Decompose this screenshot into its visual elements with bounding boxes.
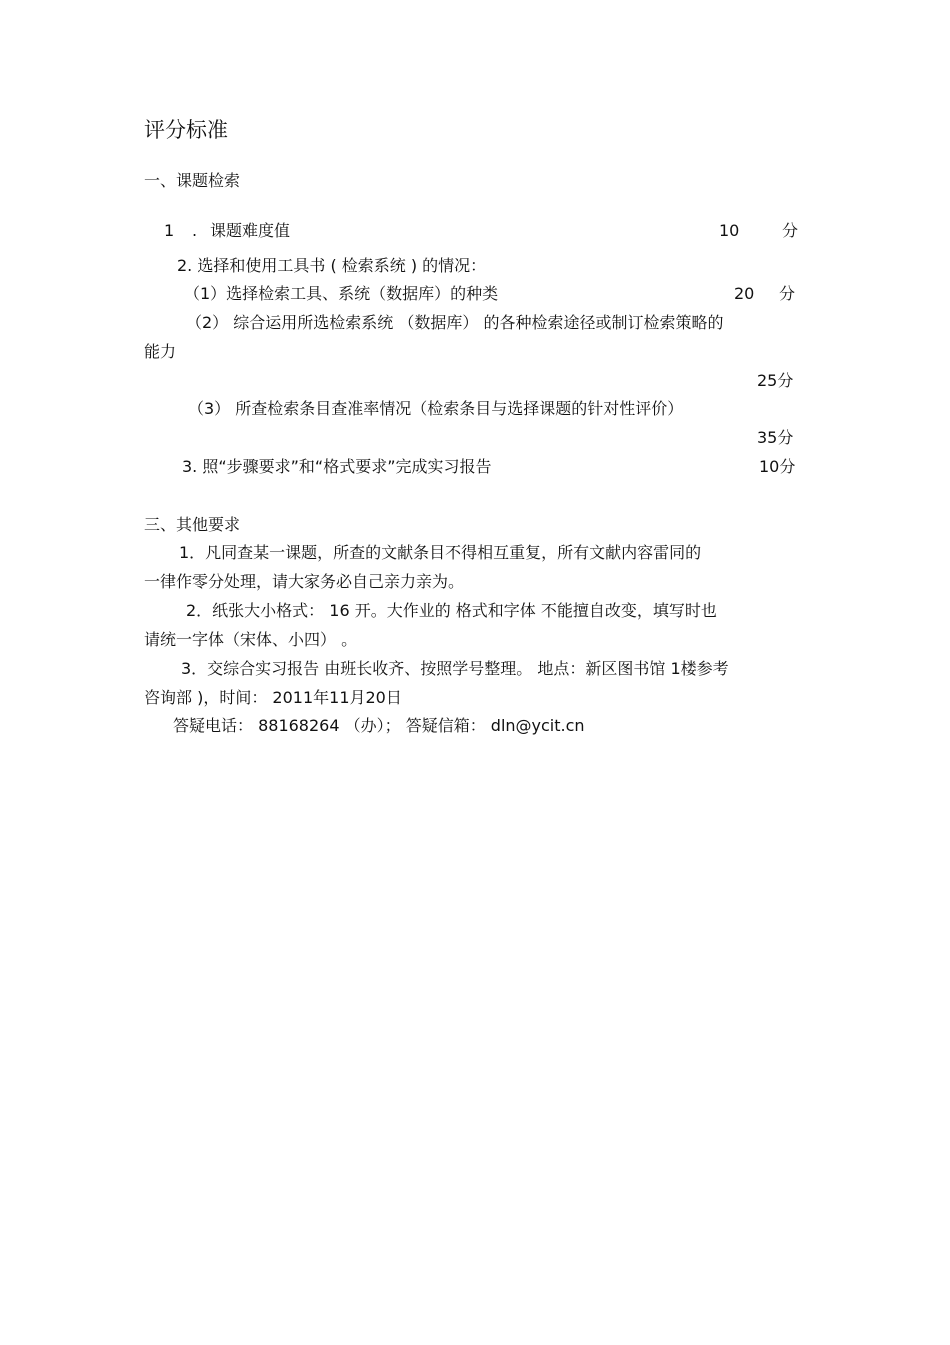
requirement-3-line-1: 3．交综合实习报告 由班长收齐、按照学号整理。 地点：新区图书馆 1楼参考 [181,659,729,678]
sub-3-label: （3） 所查检索条目查准率情况（检索条目与选择课题的针对性评价） [188,399,684,418]
sub-3-score: 35分 [757,428,794,447]
requirement-2-line-2: 请统一字体（宋体、小四） 。 [144,630,358,649]
section-heading-search: 一、课题检索 [144,171,241,190]
requirement-1-line-1: 1．凡同查某一课题，所查的文献条目不得相互重复，所有文献内容雷同的 [179,543,702,562]
item-3-label: 3. 照“步骤要求”和“格式要求”完成实习报告 [182,457,492,476]
sub-1-unit: 分 [779,284,796,303]
item-2-label: 2. 选择和使用工具书 ( 检索系统 ) 的情况： [177,256,487,275]
requirement-1-line-2: 一律作零分处理，请大家务必自己亲力亲为。 [144,572,465,591]
item-1-number: 1 [164,221,175,240]
item-1-label: 课题难度值 [210,221,291,240]
sub-1-score: 20 [734,284,755,303]
section-heading-other: 三、其他要求 [144,515,241,534]
contact-info: 答疑电话： 88168264 （办）； 答疑信箱： dln@ycit.cn [173,716,585,735]
requirement-3-line-2: 咨询部 )，时间： 2011年11月20日 [144,688,402,707]
requirement-2-line-1: 2．纸张大小格式： 16 开。大作业的 格式和字体 不能擅自改变，填写时也 [186,601,717,620]
item-1-unit: 分 [782,221,799,240]
item-1-dot: . [192,221,198,240]
sub-1-label: （1）选择检索工具、系统（数据库）的种类 [184,284,499,303]
page-title: 评分标准 [144,118,228,142]
item-3-score: 10分 [759,457,796,476]
sub-2-label: （2） 综合运用所选检索系统 （数据库） 的各种检索途径或制订检索策略的 [186,313,724,332]
item-1-score: 10 [719,221,740,240]
sub-2-score: 25分 [757,371,794,390]
sub-2-continuation: 能力 [144,342,177,361]
